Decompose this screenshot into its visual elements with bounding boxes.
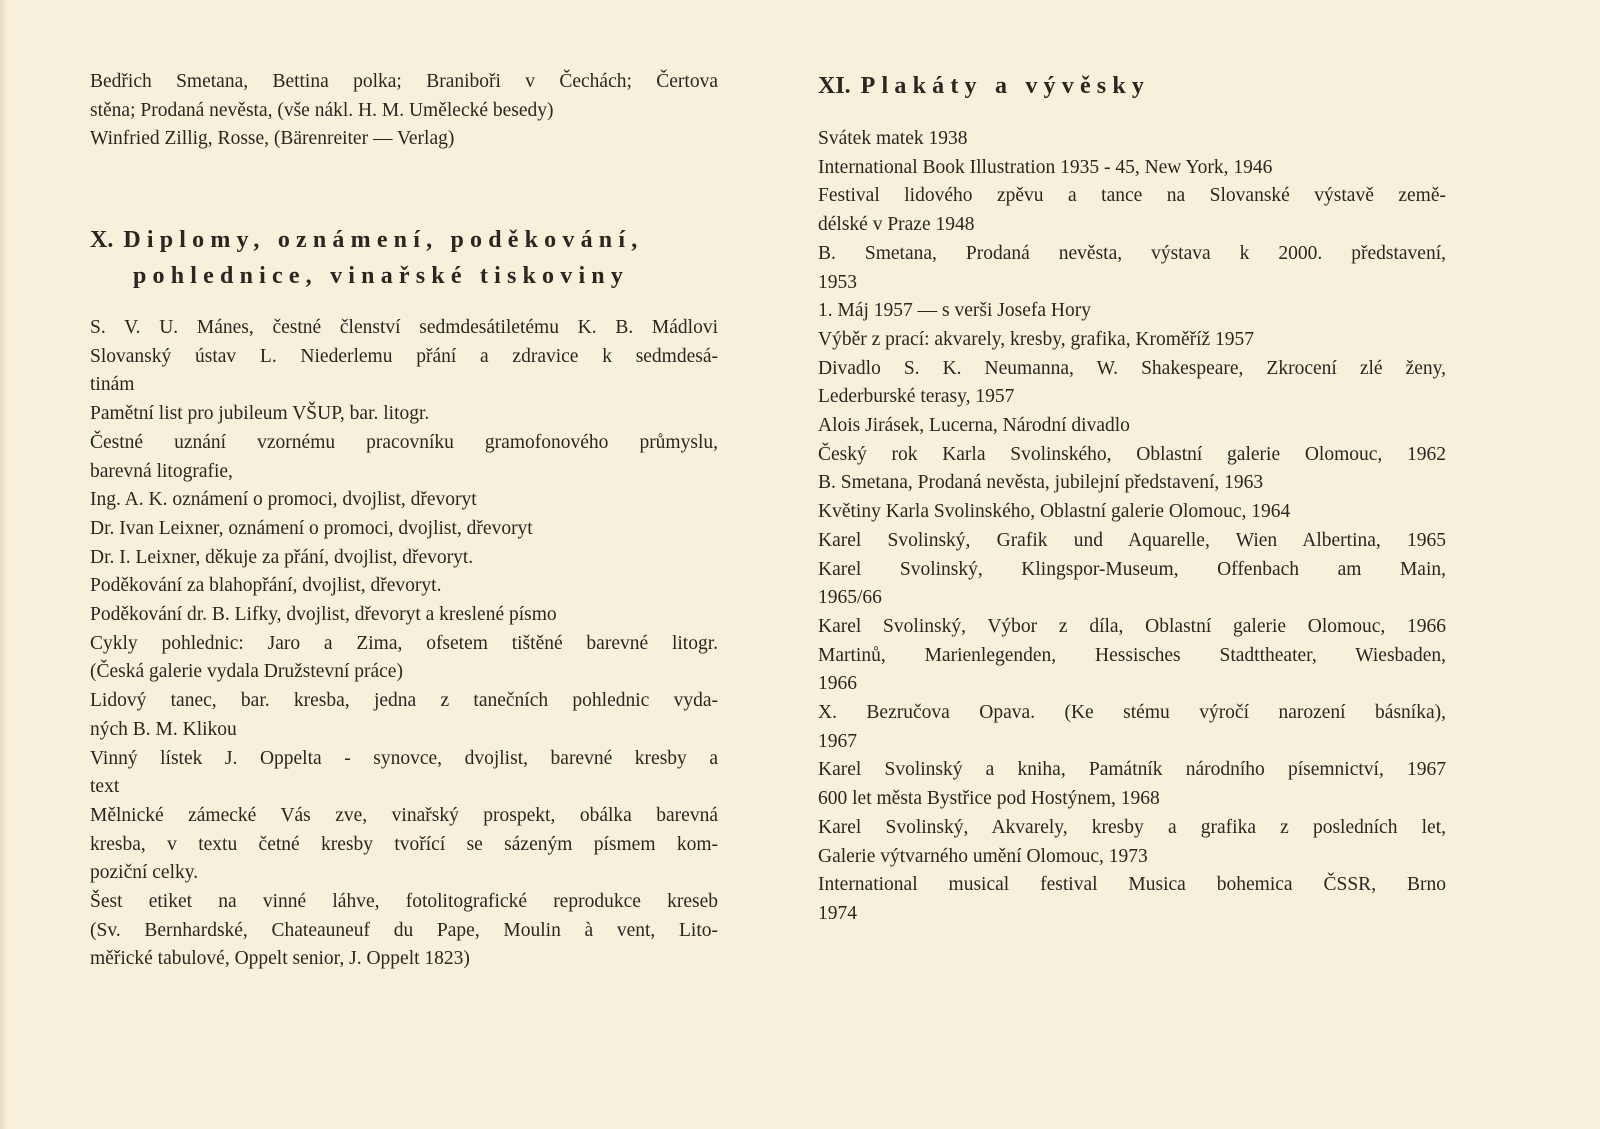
list-line: B. Smetana, Prodaná nevěsta, jubilejní představení, 1963 (818, 472, 1264, 494)
list-line: S. V. U. Mánes, čestné členství sedmdesátiletému K. B. Mádlovi (90, 317, 718, 338)
list-line: 1974 (818, 902, 857, 924)
list-line: 1. Máj 1957 — s verši Josefa Hory (818, 300, 1091, 322)
list-line: Slovanský ústav L. Niederlemu přání a zdravice k sedmdesá- (90, 345, 718, 367)
section-xi-list (818, 125, 1446, 929)
list-line: kresba, v textu četné kresby tvořící se sázeným písmem kom- (90, 833, 718, 855)
list-line: International musical festival Musica bohemica ČSSR, Brno (818, 874, 1446, 896)
list-line: Dr. Ivan Leixner, oznámení o promoci, dvojlist, dřevoryt (90, 517, 533, 539)
list-line: text (90, 776, 120, 798)
list-line: stěna; Prodaná nevěsta, (vše nákl. H. M. Umělecké besedy) (90, 99, 554, 121)
list-line: X. Bezručova Opava. (Ke stému výročí narození básníka), (818, 702, 1446, 724)
section-x-title-line1: Diplomy, oznámení, poděkování, (123, 227, 644, 253)
list-line: Květiny Karla Svolinského, Oblastní galerie Olomouc, 1964 (818, 501, 1291, 523)
list-line: Divadlo S. K. Neumanna, W. Shakespeare, Zkrocení zlé ženy, (818, 357, 1446, 379)
list-line: Poděkování dr. B. Lifky, dvojlist, dřevoryt a kreslené písmo (90, 604, 557, 626)
section-x-title-line2: pohlednice, vinařské tiskoviny (133, 263, 630, 289)
list-line: Vinný lístek J. Oppelta - synovce, dvojlist, barevné kresby a (90, 747, 718, 769)
list-line: Karel Svolinský, Výbor z díla, Oblastní galerie Olomouc, 1966 (818, 615, 1446, 637)
section-x-number: X. (90, 227, 114, 253)
list-line: Lidový tanec, bar. kresba, jedna z tanečních pohlednic vyda- (90, 690, 718, 712)
page-edge-shadow (0, 0, 8, 1129)
list-line: Ing. A. K. oznámení o promoci, dvojlist, dřevoryt (90, 489, 477, 511)
list-line: Výběr z prací: akvarely, kresby, grafika, Kroměříž 1957 (818, 328, 1255, 350)
list-line: 600 let města Bystřice pod Hostýnem, 1968 (818, 788, 1160, 810)
list-line: Alois Jirásek, Lucerna, Národní divadlo (818, 415, 1130, 437)
section-xi-heading (818, 68, 1150, 104)
list-line: Mělnické zámecké Vás zve, vinařský prospekt, obálka barevná (90, 804, 718, 826)
list-line: Poděkování za blahopřání, dvojlist, dřevoryt. (90, 575, 442, 597)
list-line: Martinů, Marienlegenden, Hessisches Stadttheater, Wiesbaden, (818, 644, 1446, 666)
list-line: Český rok Karla Svolinského, Oblastní galerie Olomouc, 1962 (818, 443, 1446, 465)
list-line: 1965/66 (818, 587, 882, 609)
list-line: Dr. I. Leixner, děkuje za přání, dvojlist, dřevoryt. (90, 546, 474, 568)
section-x-list (90, 314, 718, 974)
list-line: délské v Praze 1948 (818, 214, 975, 236)
list-line: 1953 (818, 271, 857, 293)
list-line: B. Smetana, Prodaná nevěsta, výstava k 2000. představení, (818, 242, 1446, 264)
list-line: Pamětní list pro jubileum VŠUP, bar. litogr. (90, 403, 430, 425)
list-line: poziční celky. (90, 862, 199, 884)
list-line: Karel Svolinský a kniha, Památník národního písemnictví, 1967 (818, 759, 1446, 781)
list-line: Karel Svolinský, Akvarely, kresby a grafika z posledních let, (818, 816, 1446, 838)
list-line: (Sv. Bernhardské, Chateauneuf du Pape, Moulin à vent, Lito- (90, 919, 718, 941)
list-line: Cykly pohlednic: Jaro a Zima, ofsetem tištěné barevné litogr. (90, 632, 718, 654)
section-x-heading-line2 (133, 258, 629, 294)
list-line: Lederburské terasy, 1957 (818, 386, 1015, 408)
list-line: Winfried Zillig, Rosse, (Bärenreiter — Verlag) (90, 128, 455, 150)
list-line: Karel Svolinský, Grafik und Aquarelle, Wien Albertina, 1965 (818, 529, 1446, 551)
list-line: 1966 (818, 673, 857, 695)
list-line: Bedřich Smetana, Bettina polka; Braniboři v Čechách; Čertova (90, 71, 718, 92)
list-line: International Book Illustration 1935 - 45, New York, 1946 (818, 156, 1273, 178)
list-line: Svátek matek 1938 (818, 128, 968, 149)
list-line: měřické tabulové, Oppelt senior, J. Oppelt 1823) (90, 948, 470, 970)
section-xi-title: Plakáty a vývěsky (860, 73, 1151, 99)
list-line: (Česká galerie vydala Družstevní práce) (90, 661, 403, 683)
list-line: Karel Svolinský, Klingspor-Museum, Offenbach am Main, (818, 558, 1446, 580)
list-line: 1967 (818, 730, 857, 752)
list-line: Šest etiket na vinné láhve, fotolitografické reprodukce kreseb (90, 891, 718, 913)
section-xi-number: XI. (818, 73, 851, 99)
left-intro-list (90, 68, 718, 154)
list-line: ných B. M. Klikou (90, 718, 237, 740)
section-x-heading (90, 222, 643, 258)
list-line: Galerie výtvarného umění Olomouc, 1973 (818, 845, 1148, 867)
list-line: tinám (90, 374, 135, 396)
list-line: Festival lidového zpěvu a tance na Slovanské výstavě země- (818, 185, 1446, 207)
list-line: Čestné uznání vzornému pracovníku gramofonového průmyslu, (90, 431, 718, 453)
list-line: barevná litografie, (90, 460, 233, 482)
